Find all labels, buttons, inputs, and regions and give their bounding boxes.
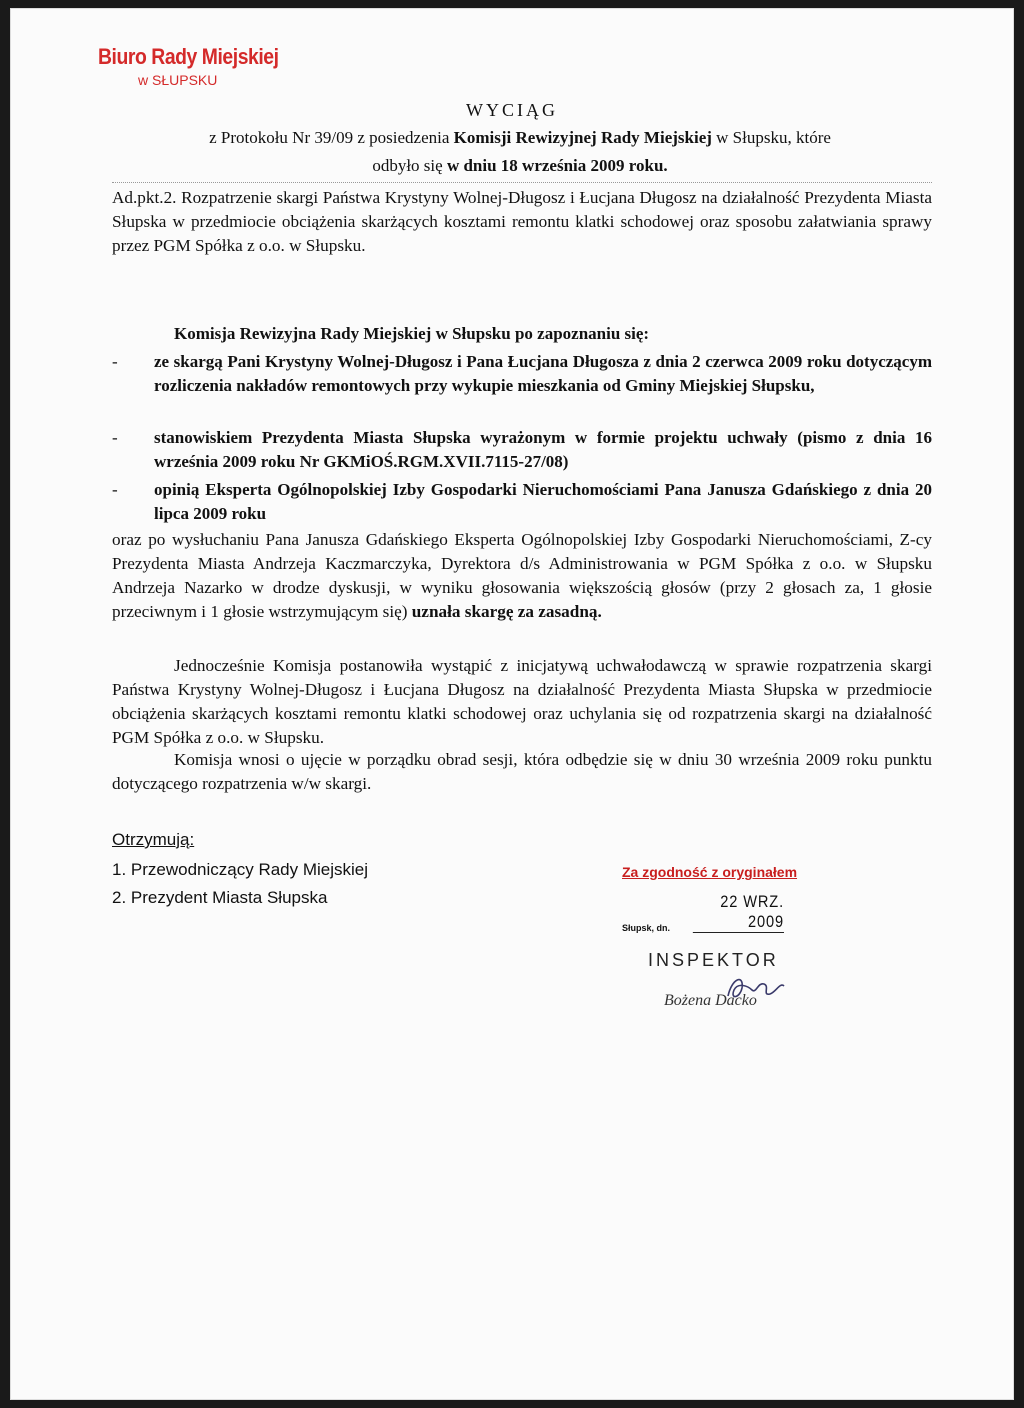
office-stamp-line2: w SŁUPSKU xyxy=(138,72,218,88)
certification-date: 22 WRZ. 2009 xyxy=(693,892,784,933)
header-line2-bold: w dniu 18 września 2009 roku. xyxy=(446,156,668,175)
decision-text: uznała skargę za zasadną. xyxy=(411,602,602,621)
header-line1-suffix: w Słupsku, które xyxy=(711,128,831,147)
bullet-text: ze skargą Pani Krystyny Wolnej-Długosz i Pana Łucjana Długosza z dnia 2 czerwca 2009 roku dotyczącym rozliczenia nakładów remontowych przy wykupie mieszkania od Gminy Miejskiej Słupsku, xyxy=(154,352,932,395)
office-stamp-line1: Biuro Rady Miejskiej xyxy=(98,44,279,69)
document-page xyxy=(10,8,1014,1400)
header-line-1 xyxy=(110,126,930,150)
header-line-2 xyxy=(110,154,930,178)
bullet-dash: - xyxy=(112,352,118,371)
after-hearing-paragraph xyxy=(112,528,932,624)
initiative-paragraph: Jednocześnie Komisja postanowiła wystąpić z inicjatywą uchwałodawczą w sprawie rozpatrzenia skargi Państwa Krystyny Wolnej-Długosz i Łucjana Długosz na działalność Prezydenta Miasta Słupska w przedmiocie obciążenia skarżących kosztami remontu klatki schodowej oraz uchylania się od rozpatrzenia skargi na działalność PGM Spółka z o.o. w Słupsku. xyxy=(112,656,932,747)
committee-intro: Komisja Rewizyjna Rady Miejskiej w Słupsku po zapoznaniu się: xyxy=(174,324,650,343)
bullet-item xyxy=(112,478,932,526)
motion-paragraph: Komisja wnosi o ujęcie w porządku obrad sesji, która odbędzie się w dniu 30 września 2009 roku punktu dotyczącego rozpatrzenia w/w skargi. xyxy=(112,750,932,793)
header-divider xyxy=(112,182,932,183)
bullet-dash: - xyxy=(112,428,118,447)
document-title: WYCIĄG xyxy=(466,100,558,120)
bullet-dash: - xyxy=(112,480,118,499)
certification-stamp: Za zgodność z oryginałem xyxy=(622,864,798,880)
agenda-item: Ad.pkt.2. Rozpatrzenie skargi Państwa Krystyny Wolnej-Długosz i Łucjana Długosz na działalność Prezydenta Miasta Słupska w przedmiocie obciążenia skarżących kosztami remontu klatki schodowej oraz sposobu załatwiania sprawy przez PGM Spółka z o.o. w Słupsku. xyxy=(112,188,932,255)
header-line1-prefix: z Protokołu Nr 39/09 z posiedzenia xyxy=(209,128,454,147)
header-line1-bold: Komisji Rewizyjnej Rady Miejskiej xyxy=(453,128,712,147)
certification-place: Słupsk, dn. xyxy=(622,923,671,933)
office-stamp xyxy=(98,44,303,88)
after-hearing-text: oraz po wysłuchaniu Pana Janusza Gdańskiego Eksperta Ogólnopolskiej Izby Gospodarki Nieruchomościami, Z-cy Prezydenta Miasta Andrzeja Kaczmarczyka, Dyrektora d/s Administrowania w PGM Spółka z o.o. w Słupsku Andrzeja Nazarko w drodze dyskusji, w wyniku głosowania większością głosów (przy 2 głosach za, 1 głosie przeciwnym i 1 głosie wstrzymującym się) xyxy=(112,530,932,621)
recipient-item: 2. Prezydent Miasta Słupska xyxy=(112,888,328,907)
inspector-name: Bożena Dacko xyxy=(664,992,757,1009)
recipient-item: 1. Przewodniczący Rady Miejskiej xyxy=(112,860,369,879)
header-line2-prefix: odbyło się xyxy=(372,156,447,175)
recipients-heading: Otrzymują: xyxy=(112,830,195,849)
bullet-text: opinią Eksperta Ogólnopolskiej Izby Gospodarki Nieruchomościami Pana Janusza Gdańskiego z dnia 20 lipca 2009 roku xyxy=(154,480,932,523)
certification-place-date xyxy=(622,892,784,933)
bullet-text: stanowiskiem Prezydenta Miasta Słupska wyrażonym w formie projektu uchwały (pismo z dnia 16 września 2009 roku Nr GKMiOŚ.RGM.XVII.7115-27/08) xyxy=(154,428,932,471)
inspector-title: INSPEKTOR xyxy=(648,950,779,970)
bullet-item xyxy=(112,426,932,474)
bullet-item xyxy=(112,350,932,398)
